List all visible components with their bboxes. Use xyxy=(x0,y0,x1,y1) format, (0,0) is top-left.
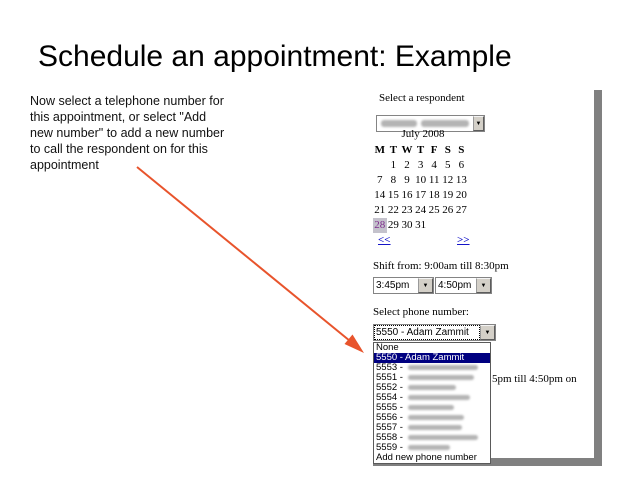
redacted-text xyxy=(408,405,454,410)
calendar-prev-link[interactable]: << xyxy=(378,234,391,246)
phone-option[interactable]: Add new phone number xyxy=(376,452,477,463)
calendar-day[interactable]: 18 xyxy=(428,189,440,201)
calendar-day[interactable]: 26 xyxy=(442,204,454,216)
calendar-day-header: S xyxy=(458,144,465,156)
calendar-day[interactable]: 29 xyxy=(387,219,399,231)
redacted-text xyxy=(381,120,417,127)
slide-title: Schedule an appointment: Example xyxy=(38,40,512,73)
calendar-day xyxy=(373,158,387,173)
phone-option-list xyxy=(373,342,491,464)
time-to-select[interactable] xyxy=(435,277,492,294)
time-from-value: 3:45pm xyxy=(376,280,410,291)
phone-option[interactable]: 5555 - xyxy=(374,403,490,413)
calendar-day[interactable]: 1 xyxy=(390,159,397,171)
note-line: appointment xyxy=(30,158,99,172)
redacted-text xyxy=(408,385,456,390)
redacted-text xyxy=(408,445,450,450)
phone-option[interactable]: 5557 - xyxy=(374,423,490,433)
calendar-day[interactable]: 5 xyxy=(445,159,451,171)
chevron-down-icon[interactable]: ▼ xyxy=(418,278,433,293)
application-screenshot xyxy=(365,82,594,463)
note-line: new number" to add a new number xyxy=(30,126,225,140)
calendar-day[interactable]: 17 xyxy=(415,189,427,201)
calendar-day-header: F xyxy=(430,144,438,156)
calendar-day-header: T xyxy=(389,144,398,156)
phone-option[interactable]: 5553 - xyxy=(374,363,490,373)
calendar-day[interactable]: 10 xyxy=(415,174,427,186)
calendar-month-title: July 2008 xyxy=(401,128,445,140)
redacted-text xyxy=(408,375,474,380)
calendar-day[interactable]: 22 xyxy=(387,204,399,216)
calendar-day[interactable]: 3 xyxy=(417,159,424,171)
calendar-grid xyxy=(373,143,468,233)
time-from-select[interactable] xyxy=(373,277,434,294)
calendar-day-header: T xyxy=(416,144,425,156)
calendar-day-header: M xyxy=(374,144,385,156)
note-paragraph xyxy=(30,93,290,173)
calendar-day[interactable]: 21 xyxy=(374,204,386,216)
calendar-day[interactable]: 2 xyxy=(404,159,410,171)
calendar-day[interactable]: 4 xyxy=(431,159,437,171)
calendar-next-link[interactable]: >> xyxy=(457,234,470,246)
calendar-day[interactable]: 15 xyxy=(387,189,399,201)
calendar-day[interactable]: 6 xyxy=(458,159,465,171)
calendar-day-header: S xyxy=(444,144,451,156)
calendar-day-header: W xyxy=(401,144,413,156)
calendar-day xyxy=(455,218,469,233)
calendar-day[interactable]: 19 xyxy=(442,189,454,201)
phone-option[interactable]: 5558 - xyxy=(374,433,490,443)
calendar-day[interactable]: 25 xyxy=(428,204,440,216)
phone-option[interactable]: 5556 - xyxy=(374,413,490,423)
calendar-day xyxy=(427,218,441,233)
redacted-text xyxy=(408,395,470,400)
background-partial-text: 5pm till 4:50pm on xyxy=(492,373,577,385)
respondent-label: Select a respondent xyxy=(379,92,465,104)
phone-select-value: 5550 - Adam Zammit xyxy=(374,325,480,340)
calendar-day xyxy=(441,218,455,233)
time-to-value: 4:50pm xyxy=(438,280,472,291)
calendar-day[interactable]: 9 xyxy=(404,174,410,186)
calendar-day[interactable]: 27 xyxy=(455,204,467,216)
calendar-day[interactable]: 8 xyxy=(390,174,397,186)
phone-option[interactable]: None xyxy=(376,342,399,353)
phone-option[interactable]: 5554 - xyxy=(374,393,490,403)
note-line: to call the respondent on for this xyxy=(30,142,208,156)
chevron-down-icon[interactable]: ▼ xyxy=(480,325,495,340)
phone-option[interactable]: 5559 - xyxy=(374,443,490,453)
shift-text: Shift from: 9:00am till 8:30pm xyxy=(373,260,509,272)
calendar-day[interactable]: 11 xyxy=(428,174,440,186)
redacted-text xyxy=(421,120,469,127)
calendar-day[interactable]: 13 xyxy=(455,174,467,186)
calendar-day[interactable]: 14 xyxy=(374,189,386,201)
chevron-down-icon[interactable]: ▼ xyxy=(473,116,484,131)
calendar-day[interactable]: 24 xyxy=(415,204,427,216)
calendar-day-selected[interactable]: 28 xyxy=(374,219,386,231)
phone-label: Select phone number: xyxy=(373,306,469,318)
calendar-day[interactable]: 31 xyxy=(415,219,427,231)
calendar-day[interactable]: 20 xyxy=(455,189,467,201)
chevron-down-icon[interactable]: ▼ xyxy=(476,278,491,293)
phone-option-selected[interactable]: 5550 - Adam Zammit xyxy=(374,353,490,363)
redacted-text xyxy=(408,415,464,420)
redacted-text xyxy=(408,425,462,430)
phone-select[interactable] xyxy=(373,324,496,341)
phone-option[interactable]: 5552 - xyxy=(374,383,490,393)
note-line: this appointment, or select "Add xyxy=(30,110,207,124)
calendar-day[interactable]: 30 xyxy=(401,219,413,231)
phone-option[interactable]: 5551 - xyxy=(374,373,490,383)
calendar-day[interactable]: 12 xyxy=(442,174,454,186)
calendar-day[interactable]: 23 xyxy=(401,204,413,216)
redacted-text xyxy=(408,365,478,370)
redacted-text xyxy=(408,435,478,440)
calendar-day[interactable]: 16 xyxy=(401,189,413,201)
note-line: Now select a telephone number for xyxy=(30,94,224,108)
calendar-day[interactable]: 7 xyxy=(377,174,383,186)
